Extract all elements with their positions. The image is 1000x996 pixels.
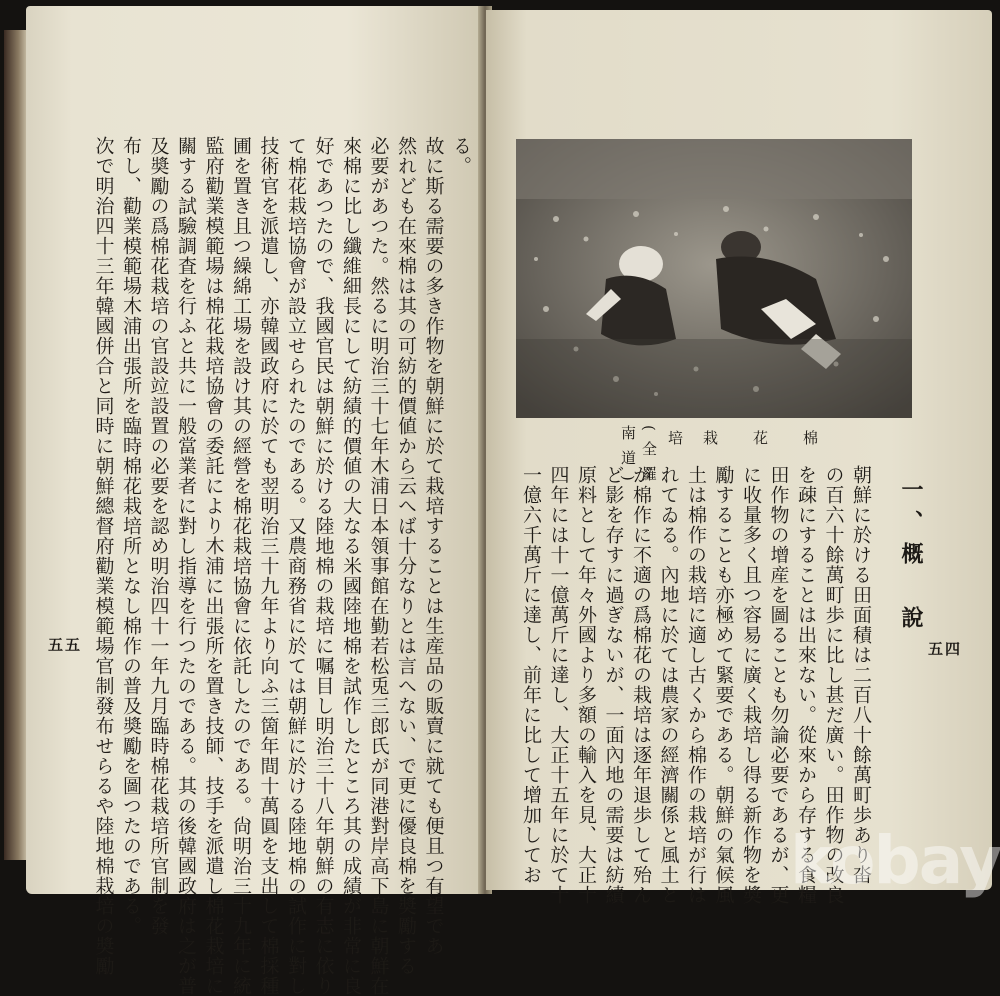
text-column: 必要があつた。然るに明治三十七年木浦日本領事館在勤若松兎三郎氏が同港對岸高下島に朝鮮在 bbox=[367, 136, 390, 996]
text-column: 關する試驗調査を行ふと共に一般當業者に對し指導を行つたのである。其の後韓國政府は之が普 bbox=[175, 136, 197, 996]
text-column: 布し、勸業模範場木浦出張所を臨時棉花栽培所となし棉作の普及奬勵を圖つたのである。 bbox=[120, 136, 142, 936]
text-column: 好であつたので、我國官民は朝鮮に於ける陸地棉の栽培に嘱目し明治三十八年朝鮮の有志に依り bbox=[312, 136, 335, 996]
text-column: る。 bbox=[450, 136, 472, 176]
cotton-field-photo bbox=[516, 139, 912, 418]
text-column: に收量多く且つ容易に廣く栽培し得る新作物を奬 bbox=[740, 465, 762, 905]
caption-location: (全羅南道) bbox=[619, 425, 658, 491]
text-column: 一億六千萬斤に達し、前年に比して增加してお bbox=[520, 465, 542, 885]
text-column: 故に斯る需要の多き作物を朝鮮に於て栽培することは生産品の販賣に就ても便且つ有望であ bbox=[422, 136, 445, 956]
section-heading: 一、概 說 bbox=[898, 478, 924, 638]
text-column: 勵することも亦極めて緊要である。朝鮮の氣候風 bbox=[712, 465, 735, 905]
text-column: て棉花栽培協會が設立せられたのである。又農商務省に於ては朝鮮に於ける陸地棉の試作に對し bbox=[285, 136, 307, 996]
cotton-field-image bbox=[516, 139, 912, 418]
text-column: 次で明治四十三年韓國併合と同時に朝鮮總督府勸業模範場官制發布せらるや陸地棉栽培の奬勵 bbox=[92, 136, 115, 976]
text-column: 四年には十一億萬斤に達し、大正十五年に於て十 bbox=[547, 465, 570, 905]
text-column: 田作物の增産を圖ることも勿論必要であるが、更 bbox=[767, 465, 790, 905]
photo-caption-char: 花 bbox=[751, 430, 769, 455]
photo-caption bbox=[618, 425, 660, 515]
text-column: 來棉に比し纖維細長にして紡績的價値の大なる米國陸地棉を試作したところ其の成績が非常に良 bbox=[340, 136, 362, 996]
left-page bbox=[26, 6, 484, 996]
text-column: ど影を存すに過ぎないが、一面內地の需要は紡績 bbox=[602, 465, 625, 905]
text-column: れてゐる。內地に於ては農家の經濟關係と風土と bbox=[657, 465, 680, 905]
photo-caption-char: 培 bbox=[666, 430, 684, 455]
text-column: 朝鮮に於ける田面積は二百八十餘萬町歩あり畓 bbox=[850, 465, 872, 885]
text-column: 圃を置き且つ繰綿工場を設け其の經營を棉花栽培協會に依託したのである。尙明治三十九年に統 bbox=[230, 136, 252, 996]
text-column: 技術官を派遣し、亦韓國政府に於ても翌明治三十九年より向ふ三箇年間十萬圓を支出して棉採種 bbox=[257, 136, 280, 996]
text-column: を疎にすることは出來ない。從來から存する食糧 bbox=[795, 465, 817, 905]
page-stack-edge bbox=[4, 30, 28, 860]
watermark-logo: kobay bbox=[790, 822, 1000, 899]
left-page-number: 五五 bbox=[48, 636, 83, 654]
text-column: の百六十餘萬町歩に比し甚だ廣い。田作物の改良 bbox=[822, 465, 845, 905]
text-column: 監府勸業模範場は棉花栽培協會の委託により木浦に出張所を置き技師、技手を派遣し棉花栽培に bbox=[202, 136, 225, 996]
right-page-number: 五四 bbox=[928, 640, 963, 658]
text-column: 然れども在來棉は其の可紡的價値から云へば十分なりとは言へない、で更に優良棉を奬勵する bbox=[395, 136, 417, 976]
text-column: が棉作に不適の爲棉花の栽培は逐年退歩して殆ん bbox=[630, 465, 652, 905]
photo-caption-char: 栽 bbox=[701, 430, 719, 455]
text-column: 原料として年々外國より多額の輸入を見、大正十 bbox=[575, 465, 597, 905]
text-column: 及奬勵の爲棉花栽培の官設竝設置の必要を認め明治四十一年九月臨時棉花栽培所官制を發 bbox=[147, 136, 170, 936]
photo-caption-char: 棉 bbox=[801, 430, 819, 455]
text-column: 土は棉作の栽培に適し古くから棉作の栽培が行は bbox=[685, 465, 707, 905]
